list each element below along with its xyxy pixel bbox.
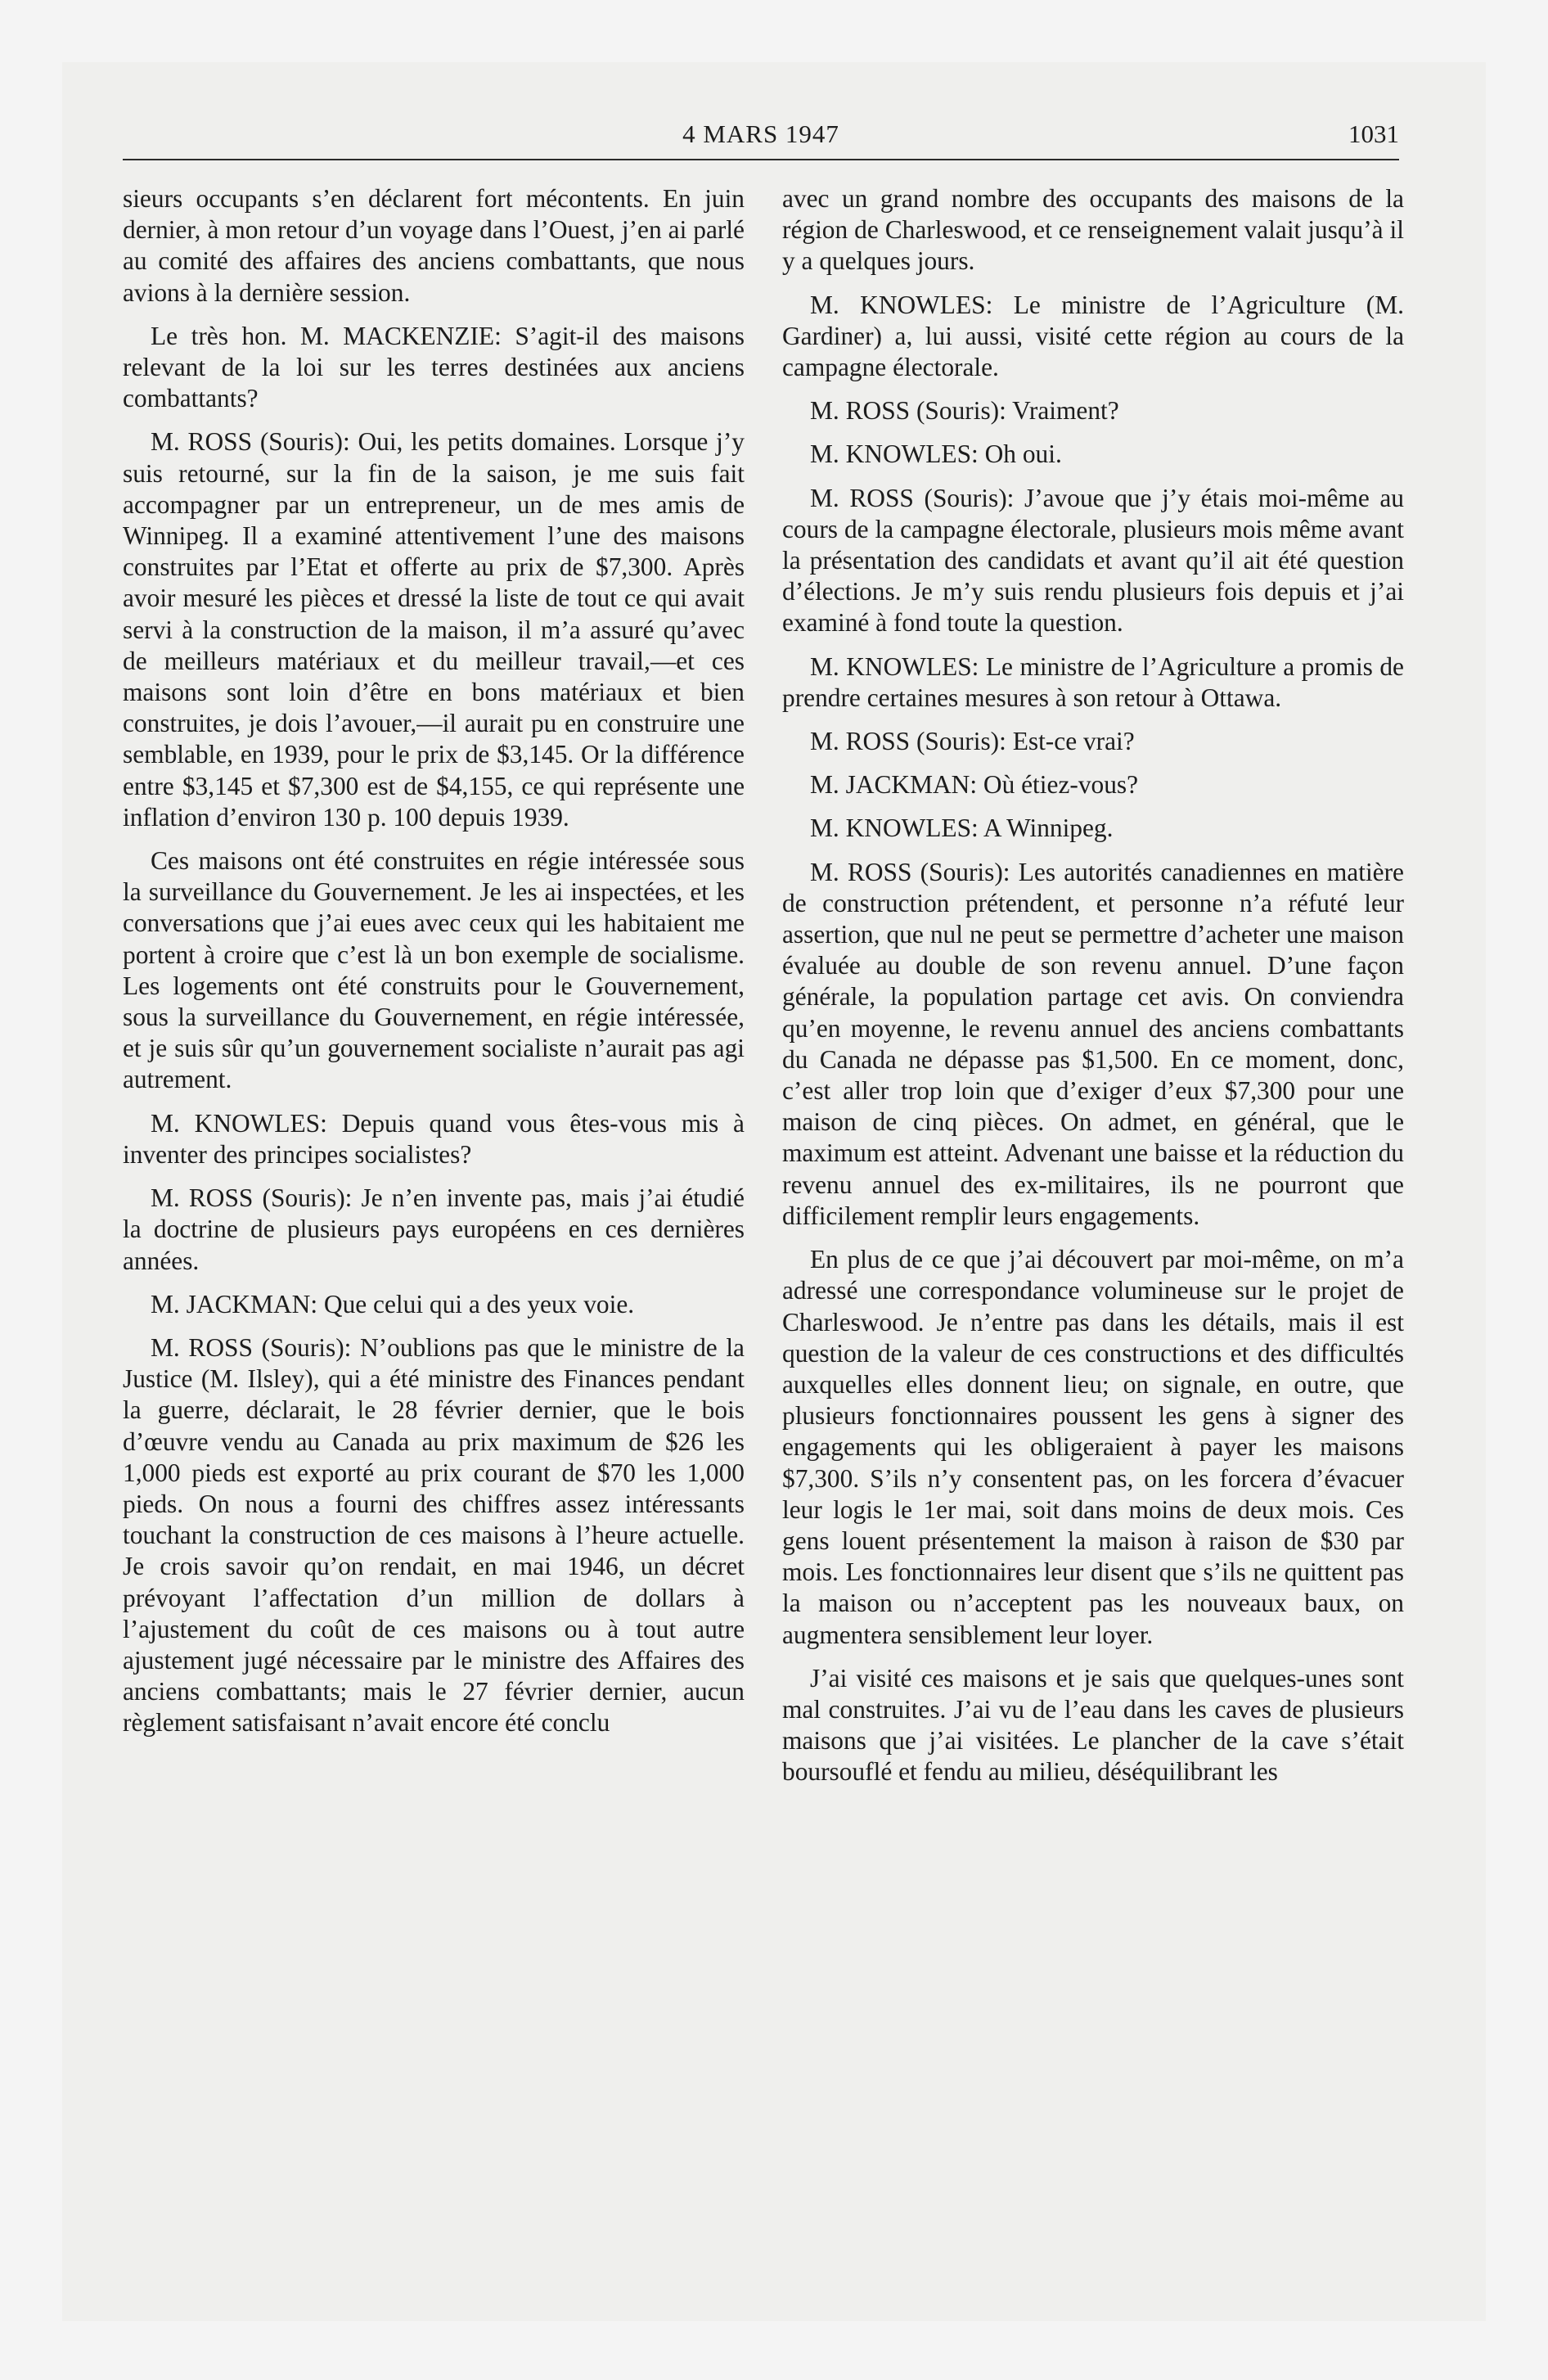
- paragraph: sieurs occupants s’en déclarent fort mécontents. En juin dernier, à mon retour d’un voyage dans l’Ouest, j’en ai parlé au comité des affaires des anciens combattants, que nous avions à la dernière session.: [123, 184, 745, 307]
- paragraph: M. JACKMAN: Que celui qui a des yeux voie.: [151, 1289, 635, 1318]
- paragraph: M. KNOWLES: Le ministre de l’Agriculture a promis de prendre certaines mesures à son retour à Ottawa.: [782, 651, 1404, 712]
- paragraph: M. JACKMAN: Où étiez-vous?: [810, 770, 1139, 800]
- paragraph: Ces maisons ont été construites en régie intéressée sous la surveillance du Gouvernement. Je les ai inspectées, et les conversations que j’ai eues avec ceux qui les habitaient me portent à croire que c’est là un bon exemple de socialisme. Les logements ont été construits pour le Gouvernement, sous la surveillance du Gouvernement, en régie intéressée, et je suis sûr qu’un gouvernement socialiste n’aurait pas agi autrement.: [123, 846, 745, 1094]
- paragraph: J’ai visité ces maisons et je sais que quelques-unes sont mal construites. J’ai vu de l’eau dans les caves de plusieurs maisons que j’ai visitées. Le plancher de la cave s’était boursouflé et fendu au milieu, déséquilibrant les: [782, 1663, 1404, 1787]
- paragraph: M. ROSS (Souris): N’oublions pas que le ministre de la Justice (M. Ilsley), qui a été ministre des Finances pendant la guerre, déclarait, le 28 février dernier, que le bois d’œuvre vendu au Canada au prix maximum de $26 les 1,000 pieds est exporté au prix courant de $70 les 1,000 pieds. On nous a fourni des chiffres assez intéressants touchant la construction de ces maisons à l’heure actuelle. Je crois savoir qu’on rendait, en mai 1946, un décret prévoyant l’affectation d’un million de dollars à l’ajustement du coût de ces maisons ou à tout autre ajustement jugé nécessaire par le ministre des Affaires des anciens combattants; mais le 27 février dernier, aucun règlement satisfaisant n’avait encore été conclu: [123, 1332, 745, 1738]
- paragraph: avec un grand nombre des occupants des maisons de la région de Charleswood, et ce renseignement valait jusqu’à il y a quelques jours.: [782, 184, 1404, 276]
- page-header: [123, 119, 1399, 160]
- paragraph: M. KNOWLES: Depuis quand vous êtes-vous mis à inventer des principes socialistes?: [123, 1108, 745, 1169]
- header-date: 4 MARS 1947: [682, 119, 839, 148]
- document-page: [62, 62, 1486, 2321]
- paragraph: M. KNOWLES: Oh oui.: [810, 439, 1062, 469]
- paragraph: M. ROSS (Souris): Oui, les petits domaines. Lorsque j’y suis retourné, sur la fin de la saison, je me suis fait accompagner par un entrepreneur, un de mes amis de Winnipeg. Il a examiné attentivement l’une des maisons construites par l’Etat et offerte au prix de $7,300. Après avoir mesuré les pièces et dressé la liste de tout ce qui avait servi à la construction de la maison, il m’a assuré qu’avec de meilleurs matériaux et du meilleur travail,—et ces maisons sont loin d’être en bons matériaux et bien construites, je dois l’avouer,—il aurait pu en construire une semblable, en 1939, pour le prix de $3,145. Or la différence entre $3,145 et $7,300 est de $4,155, ce qui représente une inflation d’environ 130 p. 100 depuis 1939.: [123, 427, 745, 832]
- paragraph: En plus de ce que j’ai découvert par moi-même, on m’a adressé une correspondance volumineuse sur le projet de Charleswood. Je n’entre pas dans les détails, mais il est question de la valeur de ces constructions et des difficultés auxquelles elles donnent lieu; on signale, en outre, que plusieurs fonctionnaires poussent les gens à signer des engagements qui les obligeraient à payer les maisons $7,300. S’ils n’y consentent pas, on les forcera d’évacuer leur logis le 1er mai, soit dans moins de deux mois. Ces gens louent présentement la maison à raison de $30 par mois. Les fonctionnaires leur disent que s’ils ne quittent pas la maison ou n’acceptent pas les nouveaux baux, on augmentera sensiblement leur loyer.: [782, 1245, 1404, 1649]
- left-column: [123, 183, 745, 1751]
- paragraph: M. ROSS (Souris): J’avoue que j’y étais moi-même au cours de la campagne électorale, plusieurs mois même avant la présentation des candidats et avant qu’il ait été question d’élections. Je m’y suis rendu plusieurs fois depuis et j’ai examiné à fond toute la question.: [782, 483, 1404, 638]
- paragraph: M. KNOWLES: A Winnipeg.: [810, 814, 1114, 843]
- page-number: 1031: [1348, 119, 1399, 148]
- paragraph: M. KNOWLES: Le ministre de l’Agriculture (M. Gardiner) a, lui aussi, visité cette région au cours de la campagne électorale.: [782, 290, 1404, 382]
- right-column: [782, 183, 1404, 1801]
- paragraph: M. ROSS (Souris): Je n’en invente pas, mais j’ai étudié la doctrine de plusieurs pays européens en ces dernières années.: [123, 1183, 745, 1275]
- paragraph: Le très hon. M. MACKENZIE: S’agit-il des maisons relevant de la loi sur les terres destinées aux anciens combattants?: [123, 321, 745, 413]
- paragraph: M. ROSS (Souris): Vraiment?: [810, 396, 1119, 426]
- paragraph: M. ROSS (Souris): Est-ce vrai?: [810, 727, 1135, 756]
- paragraph: M. ROSS (Souris): Les autorités canadiennes en matière de construction prétendent, et personne n’a réfuté leur assertion, que nul ne peut se permettre d’acheter une maison évaluée au double de son revenu annuel. D’une façon générale, la population partage cet avis. On conviendra qu’en moyenne, le revenu annuel des anciens combattants du Canada ne dépasse pas $1,500. En ce moment, donc, c’est aller trop loin que d’exiger d’eux $7,300 pour une maison de cinq pièces. On admet, en général, que le maximum est atteint. Advenant une baisse et la réduction du revenu annuel des ex-militaires, ils ne pourront que difficilement remplir leurs engagements.: [782, 857, 1404, 1230]
